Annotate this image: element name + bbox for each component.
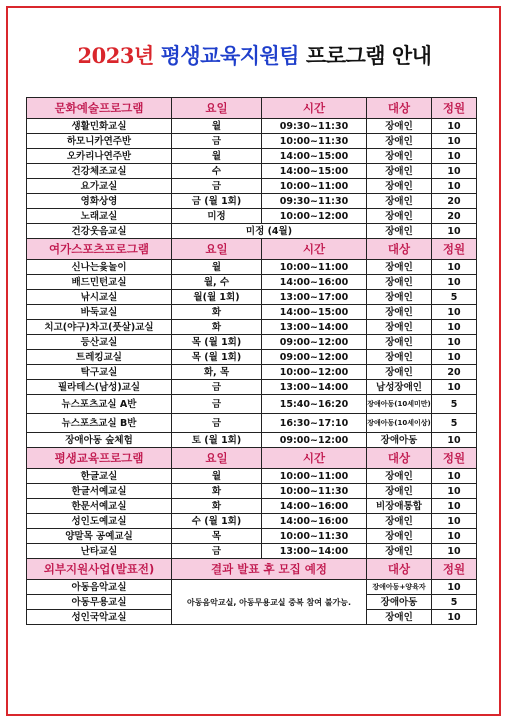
capacity-cell: 20 — [432, 365, 477, 380]
table-row — [27, 395, 477, 414]
capacity-cell: 10 — [432, 149, 477, 164]
column-header: 정원 — [432, 559, 477, 580]
target-cell: 장애인 — [367, 350, 432, 365]
time-cell: 09:00~12:00 — [262, 335, 367, 350]
target-cell: 장애아동+양육자 — [367, 580, 432, 595]
target-cell: 장애아동(10세이상) — [367, 414, 432, 433]
target-cell: 장애인 — [367, 290, 432, 305]
program-name: 건강웃음교실 — [27, 224, 172, 239]
table-row — [27, 260, 477, 275]
section-header — [27, 239, 477, 260]
program-name: 건강체조교실 — [27, 164, 172, 179]
day-cell: 수 (월 1회) — [172, 514, 262, 529]
table-row — [27, 544, 477, 559]
program-name: 낚시교실 — [27, 290, 172, 305]
time-cell: 13:00~14:00 — [262, 320, 367, 335]
day-cell: 월 — [172, 119, 262, 134]
day-cell: 월, 수 — [172, 275, 262, 290]
program-table — [26, 97, 477, 625]
time-cell: 10:00~11:00 — [262, 179, 367, 194]
target-cell: 장애인 — [367, 305, 432, 320]
column-header: 요일 — [172, 98, 262, 119]
schedule-cell: 미정 (4월) — [172, 224, 367, 239]
target-cell: 장애인 — [367, 260, 432, 275]
table-row — [27, 134, 477, 149]
time-cell: 13:00~17:00 — [262, 290, 367, 305]
day-cell: 수 — [172, 164, 262, 179]
program-name: 생활민화교실 — [27, 119, 172, 134]
day-cell: 화, 목 — [172, 365, 262, 380]
table-row — [27, 290, 477, 305]
day-cell: 목 (월 1회) — [172, 335, 262, 350]
capacity-cell: 10 — [432, 134, 477, 149]
time-cell: 13:00~14:00 — [262, 544, 367, 559]
program-name: 필라테스(남성)교실 — [27, 380, 172, 395]
program-name: 하모니카연주반 — [27, 134, 172, 149]
capacity-cell: 5 — [432, 595, 477, 610]
time-cell: 13:00~14:00 — [262, 380, 367, 395]
time-cell: 14:00~16:00 — [262, 499, 367, 514]
program-name: 뉴스포츠교실 A반 — [27, 395, 172, 414]
title-team: 평생교육지원팀 — [160, 43, 300, 68]
target-cell: 장애인 — [367, 335, 432, 350]
section-header — [27, 559, 477, 580]
program-name: 트레킹교실 — [27, 350, 172, 365]
target-cell: 장애인 — [367, 514, 432, 529]
capacity-cell: 10 — [432, 260, 477, 275]
table-row — [27, 305, 477, 320]
program-name: 바둑교실 — [27, 305, 172, 320]
program-name: 탁구교실 — [27, 365, 172, 380]
target-cell: 장애인 — [367, 469, 432, 484]
table-row — [27, 119, 477, 134]
target-cell: 장애인 — [367, 529, 432, 544]
capacity-cell: 5 — [432, 414, 477, 433]
table-row — [27, 484, 477, 499]
program-name: 노래교실 — [27, 209, 172, 224]
column-header: 결과 발표 후 모집 예정 — [172, 559, 367, 580]
table-row — [27, 320, 477, 335]
table-row — [27, 499, 477, 514]
day-cell: 화 — [172, 499, 262, 514]
day-cell: 금 — [172, 179, 262, 194]
target-cell: 장애아동(10세미만) — [367, 395, 432, 414]
table-row — [27, 514, 477, 529]
target-cell: 장애인 — [367, 179, 432, 194]
day-cell: 금 — [172, 134, 262, 149]
capacity-cell: 10 — [432, 335, 477, 350]
day-cell: 월 — [172, 149, 262, 164]
target-cell: 장애인 — [367, 164, 432, 179]
column-header: 정원 — [432, 239, 477, 260]
capacity-cell: 10 — [432, 580, 477, 595]
capacity-cell: 10 — [432, 119, 477, 134]
table-row — [27, 275, 477, 290]
column-header: 대상 — [367, 239, 432, 260]
program-name: 성인도예교실 — [27, 514, 172, 529]
capacity-cell: 5 — [432, 290, 477, 305]
day-cell: 토 (월 1회) — [172, 433, 262, 448]
time-cell: 10:00~11:30 — [262, 134, 367, 149]
capacity-cell: 10 — [432, 305, 477, 320]
table-row — [27, 469, 477, 484]
table-row — [27, 414, 477, 433]
target-cell: 장애인 — [367, 544, 432, 559]
day-cell: 목 (월 1회) — [172, 350, 262, 365]
program-name: 아동음악교실 — [27, 580, 172, 595]
day-cell: 금 — [172, 544, 262, 559]
table-row — [27, 179, 477, 194]
time-cell: 10:00~11:30 — [262, 484, 367, 499]
program-name: 한문서예교실 — [27, 499, 172, 514]
time-cell: 15:40~16:20 — [262, 395, 367, 414]
target-cell: 장애인 — [367, 149, 432, 164]
day-cell: 미정 — [172, 209, 262, 224]
column-header: 시간 — [262, 448, 367, 469]
column-header: 요일 — [172, 448, 262, 469]
time-cell: 14:00~15:00 — [262, 164, 367, 179]
table-row — [27, 224, 477, 239]
target-cell: 장애인 — [367, 224, 432, 239]
table-row — [27, 365, 477, 380]
program-name: 치고(야구)차고(풋살)교실 — [27, 320, 172, 335]
column-header: 문화예술프로그램 — [27, 98, 172, 119]
column-header: 정원 — [432, 448, 477, 469]
column-header: 여가스포츠프로그램 — [27, 239, 172, 260]
day-cell: 월(월 1회) — [172, 290, 262, 305]
table-row — [27, 350, 477, 365]
program-name: 한글교실 — [27, 469, 172, 484]
target-cell: 장애인 — [367, 209, 432, 224]
time-cell: 09:00~12:00 — [262, 433, 367, 448]
time-cell: 10:00~11:00 — [262, 260, 367, 275]
program-name: 영화상영 — [27, 194, 172, 209]
target-cell: 장애인 — [367, 119, 432, 134]
table-row — [27, 433, 477, 448]
target-cell: 장애인 — [367, 320, 432, 335]
capacity-cell: 10 — [432, 610, 477, 625]
table-row — [27, 209, 477, 224]
capacity-cell: 10 — [432, 179, 477, 194]
time-cell: 14:00~16:00 — [262, 275, 367, 290]
capacity-cell: 10 — [432, 224, 477, 239]
capacity-cell: 10 — [432, 380, 477, 395]
capacity-cell: 10 — [432, 350, 477, 365]
capacity-cell: 5 — [432, 395, 477, 414]
table-row — [27, 194, 477, 209]
program-name: 성인국악교실 — [27, 610, 172, 625]
column-header: 대상 — [367, 448, 432, 469]
day-cell: 화 — [172, 320, 262, 335]
capacity-cell: 10 — [432, 469, 477, 484]
day-cell: 금 (월 1회) — [172, 194, 262, 209]
target-cell: 장애인 — [367, 275, 432, 290]
table-row — [27, 335, 477, 350]
target-cell: 장애인 — [367, 134, 432, 149]
capacity-cell: 10 — [432, 164, 477, 179]
program-name: 등산교실 — [27, 335, 172, 350]
target-cell: 장애인 — [367, 484, 432, 499]
column-header: 대상 — [367, 98, 432, 119]
section-header — [27, 98, 477, 119]
section-header — [27, 448, 477, 469]
column-header: 요일 — [172, 239, 262, 260]
program-name: 난타교실 — [27, 544, 172, 559]
time-cell: 10:00~11:30 — [262, 529, 367, 544]
program-name: 아동무용교실 — [27, 595, 172, 610]
capacity-cell: 10 — [432, 275, 477, 290]
time-cell: 14:00~15:00 — [262, 305, 367, 320]
time-cell: 10:00~12:00 — [262, 365, 367, 380]
capacity-cell: 10 — [432, 499, 477, 514]
program-name: 한글서예교실 — [27, 484, 172, 499]
column-header: 외부지원사업(발표전) — [27, 559, 172, 580]
program-name: 양말목 공예교실 — [27, 529, 172, 544]
table-row — [27, 380, 477, 395]
program-name: 신나는윷놀이 — [27, 260, 172, 275]
table-row — [27, 149, 477, 164]
day-cell: 화 — [172, 305, 262, 320]
day-cell: 월 — [172, 469, 262, 484]
time-cell: 14:00~16:00 — [262, 514, 367, 529]
column-header: 정원 — [432, 98, 477, 119]
target-cell: 장애아동 — [367, 433, 432, 448]
program-name: 배드민턴교실 — [27, 275, 172, 290]
day-cell: 목 — [172, 529, 262, 544]
time-cell: 09:30~11:30 — [262, 194, 367, 209]
time-cell: 10:00~12:00 — [262, 209, 367, 224]
program-name: 장애아동 숲체험 — [27, 433, 172, 448]
capacity-cell: 10 — [432, 529, 477, 544]
title-year: 2023년 — [77, 43, 154, 68]
capacity-cell: 20 — [432, 194, 477, 209]
capacity-cell: 10 — [432, 433, 477, 448]
notice-cell: 아동음악교실, 아동무용교실 중복 참여 불가능. — [172, 580, 367, 625]
table-row — [27, 580, 477, 595]
time-cell: 14:00~15:00 — [262, 149, 367, 164]
column-header: 대상 — [367, 559, 432, 580]
day-cell: 금 — [172, 380, 262, 395]
target-cell: 장애인 — [367, 194, 432, 209]
capacity-cell: 20 — [432, 209, 477, 224]
column-header: 평생교육프로그램 — [27, 448, 172, 469]
target-cell: 장애인 — [367, 365, 432, 380]
table-row — [27, 529, 477, 544]
capacity-cell: 10 — [432, 484, 477, 499]
column-header: 시간 — [262, 239, 367, 260]
day-cell: 금 — [172, 414, 262, 433]
day-cell: 금 — [172, 395, 262, 414]
time-cell: 16:30~17:10 — [262, 414, 367, 433]
program-name: 오카리나연주반 — [27, 149, 172, 164]
table-row — [27, 164, 477, 179]
target-cell: 장애아동 — [367, 595, 432, 610]
time-cell: 09:30~11:30 — [262, 119, 367, 134]
column-header: 시간 — [262, 98, 367, 119]
target-cell: 비장애통합 — [367, 499, 432, 514]
title-rest: 프로그램 안내 — [305, 43, 432, 68]
time-cell: 09:00~12:00 — [262, 350, 367, 365]
target-cell: 장애인 — [367, 610, 432, 625]
program-name: 요가교실 — [27, 179, 172, 194]
time-cell: 10:00~11:00 — [262, 469, 367, 484]
day-cell: 화 — [172, 484, 262, 499]
capacity-cell: 10 — [432, 544, 477, 559]
capacity-cell: 10 — [432, 320, 477, 335]
program-name: 뉴스포츠교실 B반 — [27, 414, 172, 433]
day-cell: 월 — [172, 260, 262, 275]
target-cell: 남성장애인 — [367, 380, 432, 395]
capacity-cell: 10 — [432, 514, 477, 529]
page-title — [0, 40, 509, 70]
